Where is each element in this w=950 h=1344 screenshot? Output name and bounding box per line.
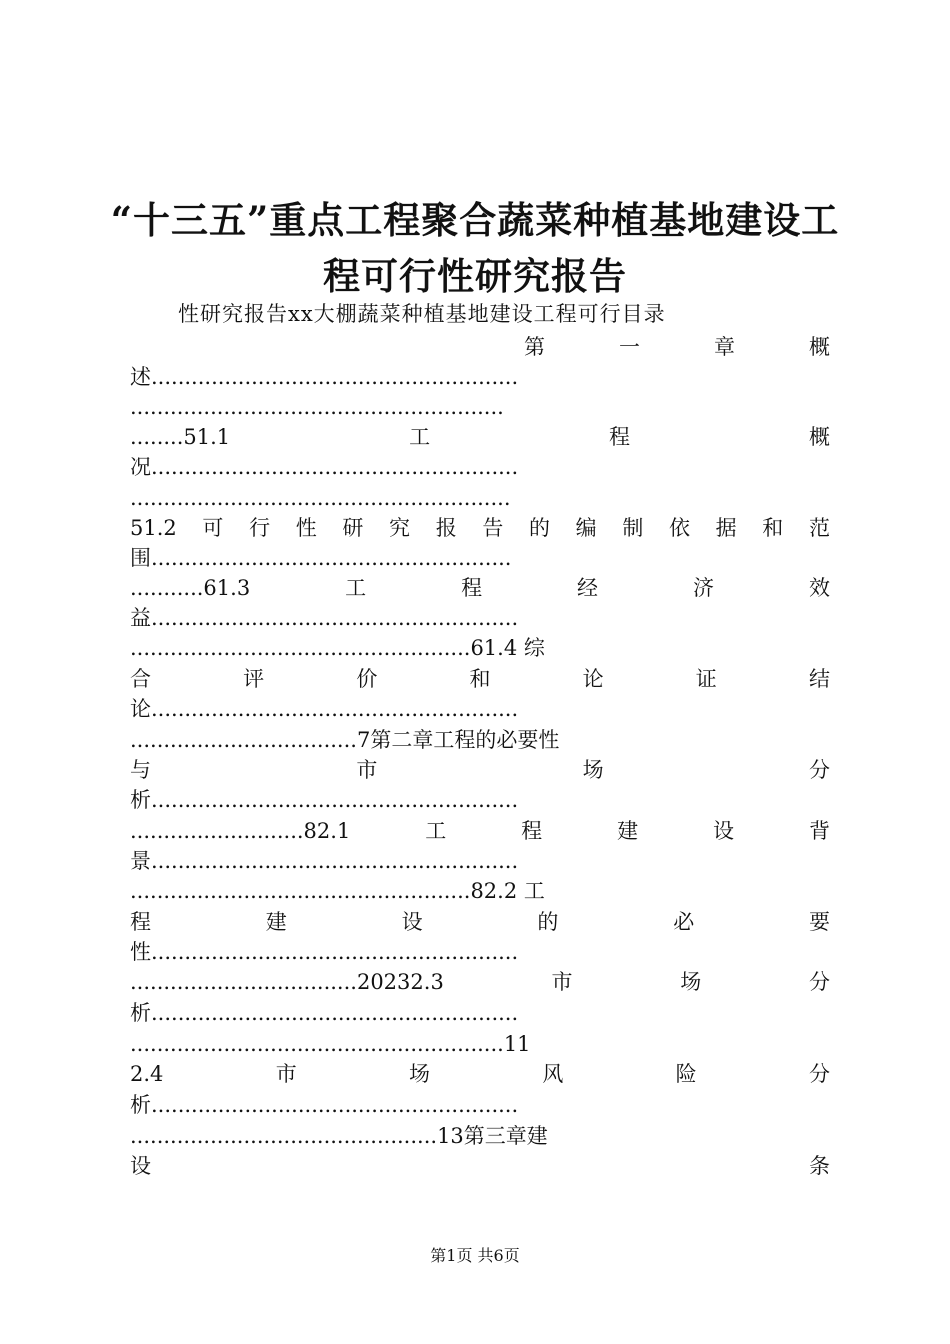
toc-cell: 第 xyxy=(524,335,545,359)
toc-cell: 评 xyxy=(243,667,265,691)
toc-row-19: ...................................................82.2 工 xyxy=(130,879,545,903)
toc-row-23: 析....................................................... xyxy=(130,1001,519,1025)
toc-cell: 证 xyxy=(695,667,717,691)
toc-row-8: 围...................................................... xyxy=(130,546,512,570)
toc-cell: 分 xyxy=(808,1062,830,1086)
toc-cell: 风 xyxy=(542,1062,564,1086)
toc-cell: 章 xyxy=(714,335,735,359)
toc-cell: 51.2 xyxy=(130,516,177,540)
toc-cell: 经 xyxy=(577,576,599,600)
toc-cell: ..................................20232.3 xyxy=(130,970,444,994)
toc-cell: 险 xyxy=(675,1062,697,1086)
toc-cell: ..........................82.1 xyxy=(130,819,351,843)
toc-row-9 xyxy=(130,572,830,604)
toc-cell: 程 xyxy=(130,910,151,934)
toc-cell: 市 xyxy=(551,970,573,994)
document-title-line-2: 程可行性研究报告 xyxy=(323,254,627,298)
toc-cell: 分 xyxy=(808,758,830,782)
toc-row-26: 析....................................................... xyxy=(130,1093,519,1117)
toc-row-17 xyxy=(130,815,830,847)
toc-cell: 济 xyxy=(693,576,714,600)
toc-cell: 范 xyxy=(808,516,830,540)
toc-row-10: 益....................................................... xyxy=(130,606,519,630)
toc-cell: 编 xyxy=(575,516,597,540)
toc-cell: 市 xyxy=(356,758,378,782)
toc-row-4 xyxy=(130,421,830,453)
toc-cell: 程 xyxy=(609,425,631,449)
toc-cell: 告 xyxy=(482,516,504,540)
toc-row-18: 景....................................................... xyxy=(130,849,519,873)
toc-row-20 xyxy=(130,906,830,938)
toc-cell: 2.4 xyxy=(130,1062,164,1086)
toc-cell: 的 xyxy=(529,516,551,540)
toc-cell: 概 xyxy=(808,425,830,449)
toc-cell: 依 xyxy=(668,516,690,540)
toc-row-12 xyxy=(130,663,830,695)
toc-cell: 和 xyxy=(762,516,784,540)
toc-cell: ........51.1 xyxy=(130,425,231,449)
toc-cell: 和 xyxy=(469,667,491,691)
toc-cell: 结 xyxy=(808,667,830,691)
toc-cell: 分 xyxy=(808,970,830,994)
toc-row-27: ..............................................13第三章建 xyxy=(130,1124,548,1148)
toc-cell: 场 xyxy=(582,758,604,782)
toc-cell: 报 xyxy=(435,516,457,540)
toc-cell: 设 xyxy=(130,1154,151,1178)
toc-row-6: ......................................................... xyxy=(130,486,511,510)
toc-cell: 场 xyxy=(409,1062,431,1086)
toc-cell: 工 xyxy=(425,819,447,843)
toc-row-7 xyxy=(130,512,830,544)
toc-row-11: ...................................................61.4 综 xyxy=(130,636,545,660)
toc-cell: 行 xyxy=(249,516,271,540)
toc-row-22 xyxy=(130,966,830,998)
toc-row-16: 析....................................................... xyxy=(130,788,519,812)
toc-cell: 制 xyxy=(622,516,644,540)
toc-cell: ...........61.3 xyxy=(130,576,251,600)
toc-cell: 建 xyxy=(617,819,639,843)
toc-row-21: 性....................................................... xyxy=(130,940,519,964)
toc-cell: 性 xyxy=(295,516,317,540)
toc-row-3: ........................................................ xyxy=(130,395,504,419)
toc-cell: 要 xyxy=(808,910,830,934)
toc-row-15 xyxy=(130,754,830,786)
toc-cell: 论 xyxy=(582,667,604,691)
toc-cell: 一 xyxy=(619,335,640,359)
toc-cell: 程 xyxy=(521,819,543,843)
toc-row-1 xyxy=(524,331,830,363)
toc-row-5: 况....................................................... xyxy=(130,455,519,479)
toc-cell: 工 xyxy=(345,576,367,600)
toc-cell: 设 xyxy=(713,819,735,843)
toc-cell: 建 xyxy=(265,910,287,934)
toc-cell: 效 xyxy=(808,576,830,600)
toc-cell: 价 xyxy=(356,667,378,691)
toc-cell: 条 xyxy=(809,1154,830,1178)
toc-row-2: 述....................................................... xyxy=(130,365,519,389)
toc-cell: 的 xyxy=(537,910,559,934)
toc-cell: 设 xyxy=(401,910,423,934)
document-title-line-1: “十三五”重点工程聚合蔬菜种植基地建设工 xyxy=(110,198,840,242)
toc-cell: 与 xyxy=(130,758,151,782)
toc-cell: 合 xyxy=(130,667,151,691)
page-footer: 第1页 共6页 xyxy=(430,1246,520,1265)
toc-row-28 xyxy=(130,1150,830,1182)
toc-cell: 场 xyxy=(680,970,702,994)
toc-cell: 必 xyxy=(673,910,695,934)
toc-cell: 据 xyxy=(715,516,737,540)
subtitle: 性研究报告xx大棚蔬菜种植基地建设工程可行目录 xyxy=(178,302,666,326)
toc-row-25 xyxy=(130,1058,830,1090)
toc-cell: 市 xyxy=(275,1062,297,1086)
toc-row-24: ........................................................11 xyxy=(130,1032,531,1056)
toc-cell: 研 xyxy=(342,516,364,540)
toc-cell: 可 xyxy=(202,516,224,540)
toc-cell: 程 xyxy=(461,576,483,600)
toc-cell: 工 xyxy=(409,425,431,449)
toc-row-14: ..................................7第二章工程的必要性 xyxy=(130,728,560,752)
toc-cell: 概 xyxy=(809,335,830,359)
toc-row-13: 论....................................................... xyxy=(130,697,519,721)
toc-cell: 背 xyxy=(808,819,830,843)
toc-cell: 究 xyxy=(389,516,411,540)
